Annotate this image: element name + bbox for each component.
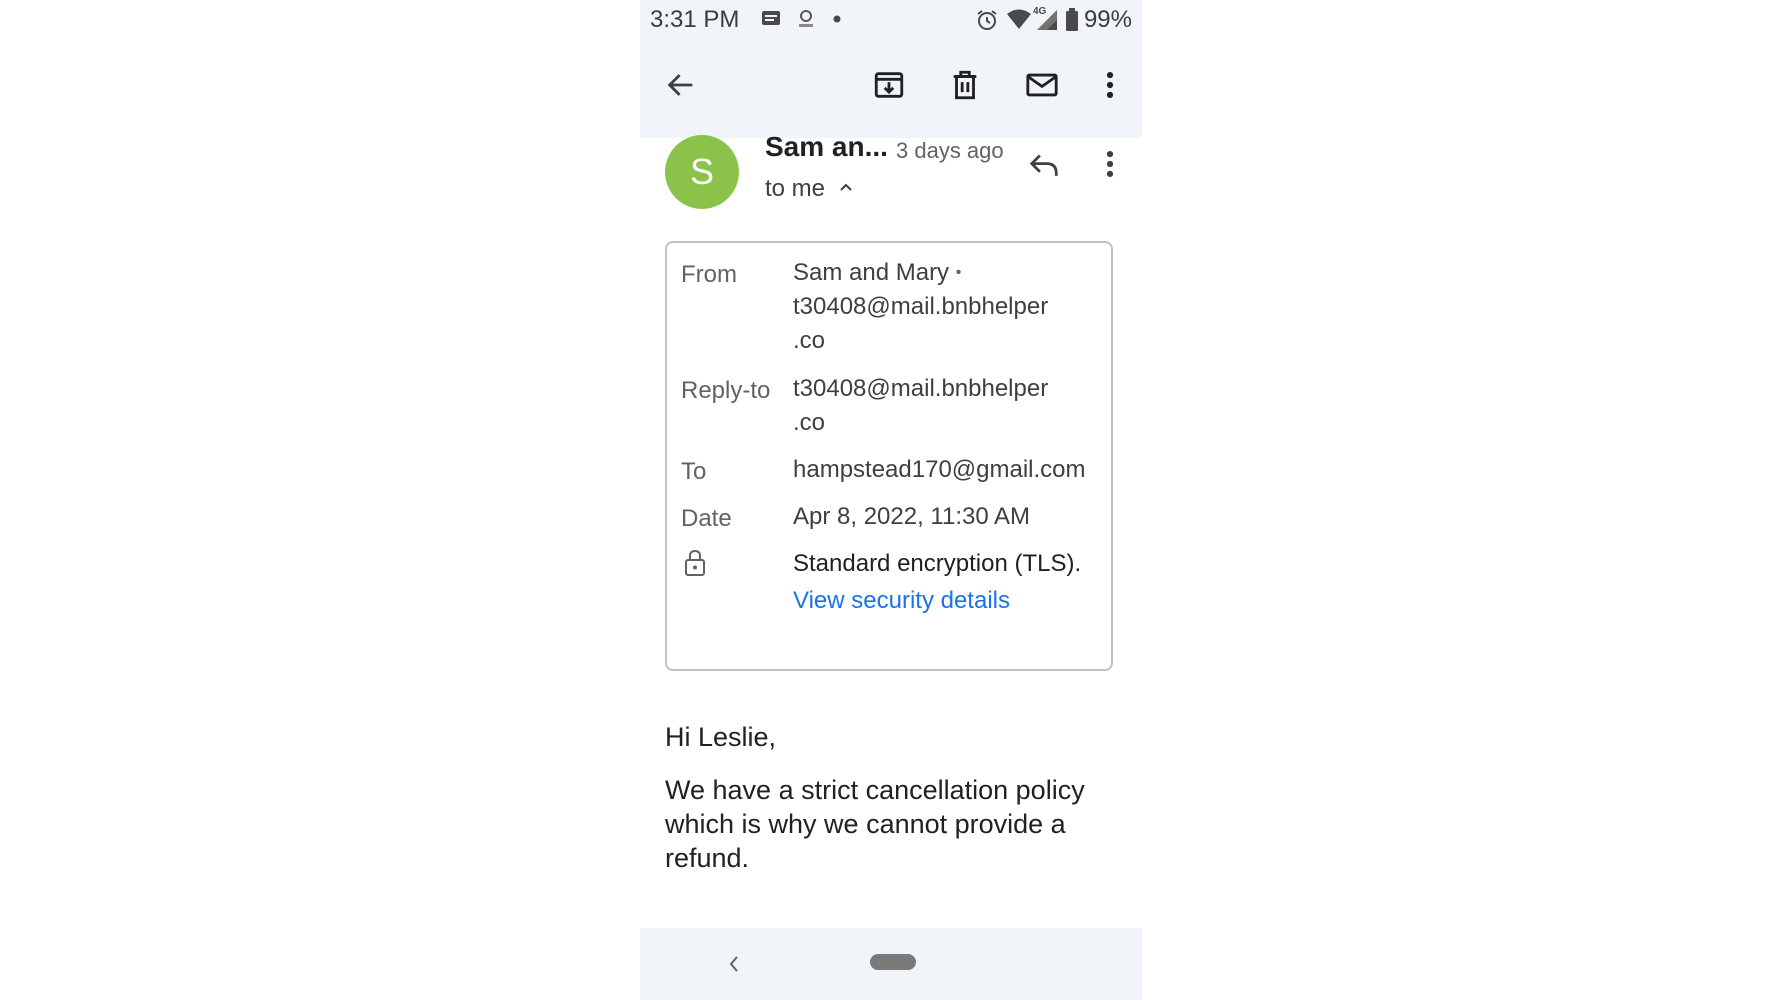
email-body-line2: which is why we cannot provide a [665,809,1066,839]
home-pill[interactable] [870,954,916,970]
wifi-icon [1006,8,1032,32]
view-security-details-link[interactable]: View security details [793,587,1010,614]
dot-icon [832,8,842,30]
system-nav-bar [640,928,1142,1000]
sender-avatar[interactable]: S [665,135,739,209]
email-body-line3: refund. [665,843,750,873]
reply-to-label: Reply-to [681,377,771,404]
signal-icon [1035,8,1059,32]
battery-percentage: 99% [1083,6,1132,33]
to-label: To [681,458,707,485]
recipient-toggle[interactable] [765,175,854,203]
back-arrow-icon[interactable] [664,68,698,102]
reply-to-line1: t30408@mail.bnbhelper [793,375,1049,402]
reply-to-value [793,372,1048,440]
reply-icon[interactable] [1027,150,1061,180]
chevron-up-icon [838,181,854,193]
alarm-icon [975,8,999,32]
mark-unread-icon[interactable] [1024,68,1060,102]
top-app-bar [640,0,1142,138]
recipient-label: to me [765,175,826,202]
phone-screen [640,0,1142,1000]
message-icon [760,8,782,30]
from-label: From [681,261,737,288]
archive-icon[interactable] [872,68,906,102]
encryption-text: Standard encryption (TLS). [793,550,1082,577]
network-type: 4G [1033,6,1047,17]
to-value: hampstead170@gmail.com [793,456,1086,483]
from-name: Sam and Mary [793,259,950,286]
date-label: Date [681,505,732,532]
delete-icon[interactable] [948,68,982,102]
status-time: 3:31 PM [650,6,740,33]
battery-icon [1065,8,1079,32]
email-body-line1: We have a strict cancellation policy [665,775,1085,805]
lock-icon [683,549,707,577]
more-vert-icon[interactable] [1102,68,1118,102]
email-body [665,773,1115,875]
message-more-icon[interactable] [1102,147,1118,181]
sender-name: Sam an... [765,131,888,162]
email-details-card [665,241,1113,671]
date-value: Apr 8, 2022, 11:30 AM [793,503,1031,530]
nav-back-icon[interactable] [726,953,742,975]
from-value [793,256,1048,358]
reply-to-line2: .co [793,409,826,436]
from-email-line1: t30408@mail.bnbhelper [793,293,1049,320]
time-ago: 3 days ago [896,138,1004,163]
app-notification-icon [793,8,819,32]
email-greeting: Hi Leslie, [665,722,777,752]
from-dot: • [955,264,962,281]
status-bar [640,0,1142,40]
from-email-line2: .co [793,327,826,354]
